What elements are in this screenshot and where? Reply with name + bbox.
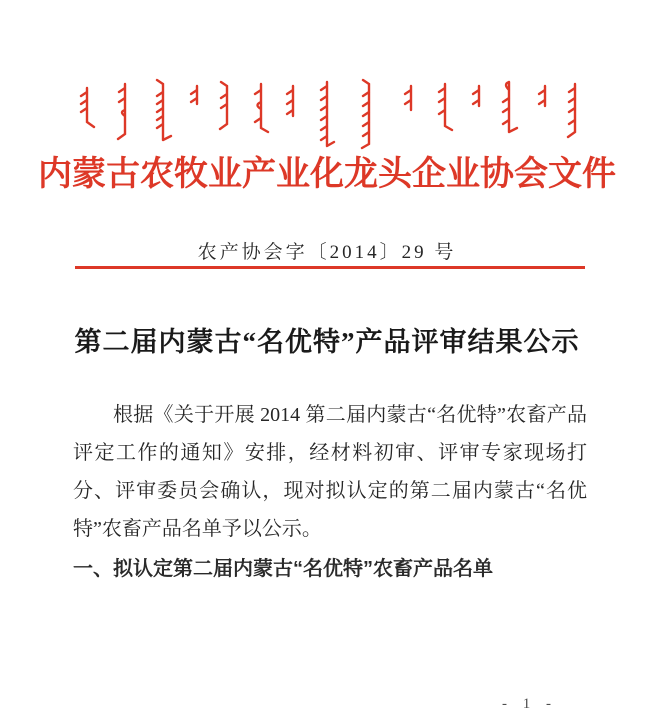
section-heading: 一、拟认定第二届内蒙古“名优特”农畜产品名单 — [73, 558, 493, 580]
document-title: 第二届内蒙古“名优特”产品评审结果公示 — [74, 327, 580, 357]
mongolian-script-banner — [75, 76, 585, 151]
mongolian-vertical-script-icon — [75, 76, 585, 151]
page-number: - 1 - — [502, 696, 557, 712]
body-paragraph: 根据《关于开展 2014 第二届内蒙古“名优特”农畜产品评定工作的通知》安排，经材料初审、评审专家现场打分、评审委员会确认，现对拟认定的第二届内蒙古“名优特”农畜产品名单予以公示。 — [73, 404, 587, 540]
red-divider-line — [75, 266, 585, 269]
org-title: 内蒙古农牧业产业化龙头企业协会文件 — [38, 156, 616, 193]
doc-number: 农产协会字〔2014〕29 号 — [197, 242, 457, 263]
